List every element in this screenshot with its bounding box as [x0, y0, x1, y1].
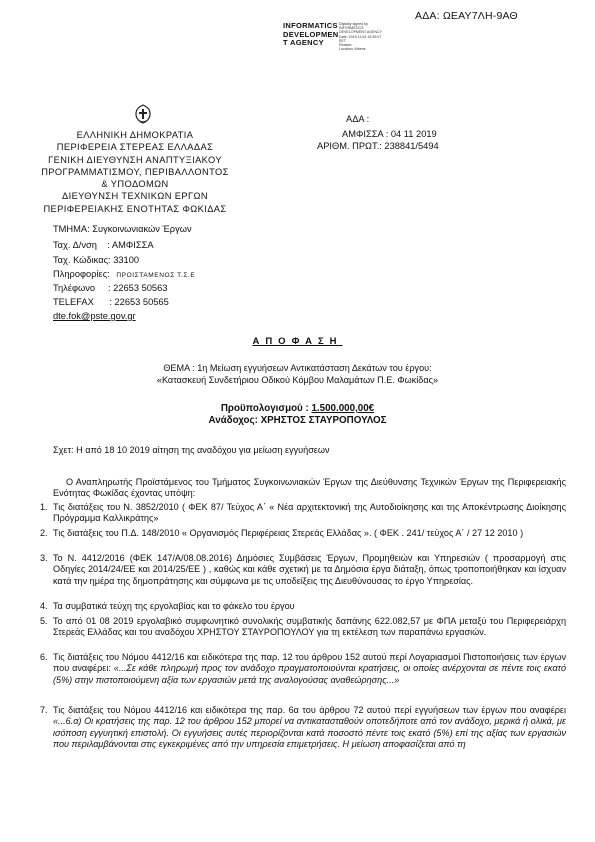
signature-detail-line: EET — [339, 38, 346, 43]
agency-signature — [283, 22, 339, 48]
header-line: ΠΡΟΓΡΑΜΜΑΤΙΣΜΟΥ, ΠΕΡΙΒΑΛΛΟΝΤΟΣ — [41, 166, 229, 177]
signature-detail-line: Digitally signed by — [339, 22, 368, 26]
item-number: 5. — [40, 616, 48, 626]
header-line: ΠΕΡΙΦΕΡΕΙΑ ΣΤΕΡΕΑΣ ΕΛΛΑΔΑΣ — [56, 142, 214, 153]
signature-details — [339, 22, 382, 51]
item-number: 2. — [40, 528, 48, 538]
list-item: Τις διατάξεις του Π.Δ. 148/2010 « Οργανισμός Περιφέρειας Στερεάς Ελλάδας ». ( ΦΕΚ . 241/ τεύχος Α΄ / 27 12 2010 ) — [53, 528, 524, 538]
greek-emblem-icon — [134, 104, 152, 124]
signature-detail-line: Reason: — [339, 43, 353, 48]
list-item: Τα συμβατικά τεύχη της εργολαβίας και το φάκελο του έργου — [53, 601, 295, 611]
list-item: Το από 01 08 2019 εργολαβικό συμφωνητικό συνολικής συμβατικής δαπάνης 622.082,57 με ΦΠΑ μεταξύ του Περιφερειάρχη Στερεάς Ελλάδας και του αναδόχου ΧΡΗΣΤΟΥ ΣΤΑΥΡΟΠΟΥΛΟΥ για τη εκτέλεση των παραπάνω εργασιών. — [53, 616, 566, 638]
contact-email-link[interactable]: dte.fok@pste.gov.gr — [53, 311, 136, 321]
budget-line — [0, 403, 595, 414]
item-number: 4. — [40, 601, 48, 611]
protocol-line: ΑΡΙΘΜ. ΠΡΩΤ.: 238841/5494 — [317, 141, 439, 151]
header-line: & ΥΠΟΔΟΜΩΝ — [101, 179, 169, 190]
contact-fax: TELEFAX : 22653 50565 — [53, 297, 169, 307]
signature-detail-line: Date: 2019.11.04 15:30:07 — [339, 34, 382, 39]
header-line: ΔΙΕΥΘΥΝΣΗ ΤΕΧΝΙΚΩΝ ΕΡΓΩΝ — [61, 191, 208, 202]
header-line: ΕΛΛΗΝΙΚΗ ΔΗΜΟΚΡΑΤΙΑ — [76, 130, 194, 140]
header-left — [30, 129, 240, 215]
subject-line-1: ΘΕΜΑ : 1η Μείωση εγγυήσεων Αντικατάσταση Δεκάτων του έργου: — [163, 363, 432, 373]
budget-value: 1.500.000,00€ — [311, 403, 375, 414]
list-item-quote: «...6.α) Οι κρατήσεις της παρ. 12 του άρθρου 152 μπορεί να αντικατασταθούν οποτεδήποτε από τον ανάδοχο, μερικά ή ολικά, με ισόποση εγγυητική επιστολή. Οι εγγυήσεις αυτές περιορίζονται κατά ποσοστό πέντε τοις εκατό (5%) επί της αξίας των εργασιών που περιλαμβάνονται στις εγκεκριμένες από την υπηρεσία επιμετρήσεις. Η μείωση αποφασίζεται από τη — [53, 716, 566, 750]
intro-paragraph: Ο Αναπληρωτής Προϊστάμενος του Τμήματος Συγκοινωνιακών Έργων της Διεύθυνσης Τεχνικών Έργων της Περιφερειακής Ενότητας Φωκίδας έχοντας υπόψη: — [53, 477, 566, 499]
document-title: ΑΠΟΦΑΣΗ — [252, 336, 343, 347]
contact-info-value: ΠΡΟΙΣΤΑΜΕΝΟΣ Τ.Σ.Ε — [116, 272, 196, 279]
contractor-line: Ανάδοχος: ΧΡΗΣΤΟΣ ΣΤΑΥΡΟΠΟΥΛΟΣ — [208, 415, 387, 426]
list-item — [53, 652, 566, 686]
header-line: ΠΕΡΙΦΕΡΕΙΑΚΗΣ ΕΝΟΤΗΤΑΣ ΦΩΚΙΔΑΣ — [43, 203, 227, 214]
header-line: ΓΕΝΙΚΗ ΔΙΕΥΘΥΝΣΗ ΑΝΑΠΤΥΞΙΑΚΟΥ — [48, 154, 222, 165]
item-number: 6. — [40, 652, 48, 662]
agency-line: DEVELOPMEN — [283, 29, 339, 39]
contact-postcode: Ταχ. Κώδικας: 33100 — [53, 255, 140, 265]
item-number: 3. — [40, 553, 48, 563]
contact-info-label: Πληροφορίες: — [53, 269, 110, 279]
signature-detail-line: Location: Athens — [339, 47, 366, 52]
agency-line: INFORMATICS — [283, 21, 338, 30]
tmima: ΤΜΗΜΑ: Συγκοινωνιακών Έργων — [53, 224, 192, 234]
date-line: ΑΜΦΙΣΣΑ : 04 11 2019 — [342, 129, 437, 139]
subject-line-2: «Κατασκευή Συνδετήριου Οδικού Κόμβου Μαλαμάτων Π.Ε. Φωκίδας» — [156, 375, 439, 385]
item-number: 7. — [40, 705, 48, 715]
list-item: Το Ν. 4412/2016 (ΦΕΚ 147/Α/08.08.2016) Δημόσιες Συμβάσεις Έργων, Προμηθειών και Υπηρεσιών ( προσαρμογή στις Οδηγίες 2014/24/ΕΕ και 2014/25/ΕΕ ) , καθώς και κάθε σχετική με τα Δημόσια έργα διάταξη, όπως τροποποιήθηκαν και ίσχυαν κατά την ημέρα της δημοπράτησης και σύμφωνα με τις υποδείξεις της Διευθύνουσας το έργο Υπηρεσίας. — [53, 553, 566, 586]
contact-info — [53, 269, 195, 279]
list-item: Τις διατάξεις του Ν. 3852/2010 ( ΦΕΚ 87/ Τεύχος Α΄ « Νέα αρχιτεκτονική της Αυτοδιοίκησης και της Αποκέντρωσης Διοίκησης Πρόγραμμα Καλλικράτης» — [53, 502, 566, 524]
ada-top: ΑΔΑ: ΩΕΑΥ7ΛΗ-9ΑΘ — [415, 10, 518, 22]
ada-label: ΑΔΑ : — [346, 114, 370, 124]
item-number: 1. — [40, 502, 48, 512]
reference-line: Σχετ: Η από 18 10 2019 αίτηση της αναδόχου για μείωση εγγυήσεων — [53, 445, 330, 455]
list-item — [53, 705, 566, 751]
signature-detail-line: DEVELOPMENT AGENCY — [339, 30, 383, 35]
contact-phone: Τηλέφωνο : 22653 50563 — [53, 283, 168, 293]
contact-address: Ταχ. Δ/νση : ΑΜΦΙΣΣΑ — [53, 240, 154, 250]
list-item-quote: «...Σε κάθε πληρωμή προς τον ανάδοχο πραγματοποιούνται κρατήσεις, οι οποίες ανέρχονται σε πέντε τοις εκατό (5%) στην πιστοποιούμενη αξία των εργασιών μετά της αναλογούσας αναθεώρησης...» — [53, 663, 566, 685]
agency-line: T AGENCY — [283, 38, 324, 47]
budget-label: Προϋπολογισμού : — [220, 403, 309, 414]
signature-detail-line: INFORMATICS — [339, 26, 364, 31]
list-item-text: Τις διατάξεις του Νόμου 4412/16 και ειδικότερα της παρ. 6α του άρθρου 72 αυτού περί εγγυήσεων των έργων που αναφέρει — [53, 705, 566, 715]
list-item-text: Τις διατάξεις του Νόμου 4412/16 και ειδικότερα της παρ. 12 του άρθρου 152 αυτού περί Λογαριασμοί Πιστοποιήσεις των έργων που αναφέρει: — [53, 652, 566, 674]
